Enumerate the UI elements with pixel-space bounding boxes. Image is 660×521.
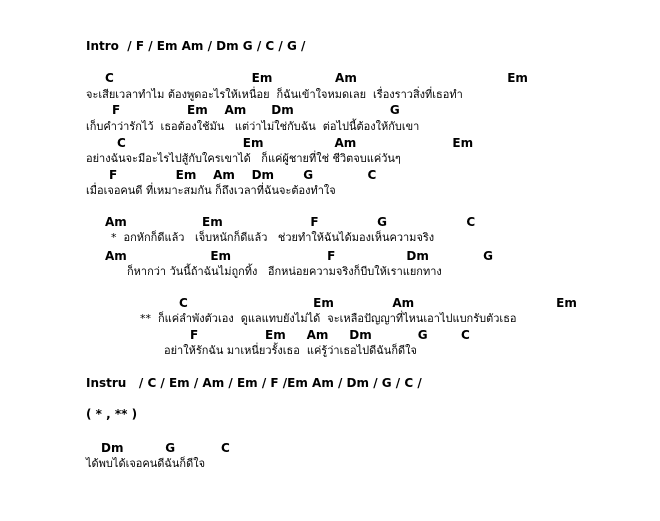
chord-line-3: C Em Am Em — [117, 136, 474, 150]
lyric-line-9: ได้พบได้เจอคนดีฉันก็ดีใจ — [86, 457, 206, 470]
chord-line-2: F Em Am Dm G — [112, 103, 400, 117]
chord-line-9: Dm G C — [101, 441, 230, 455]
lyric-line-3: อย่างฉันจะมีอะไรไปสู้กับใครเขาได้ ก็แค่ผู้ชายที่ใช่ ชีวิตจบแค่วันๆ — [86, 152, 401, 165]
lyric-line-7: ** ก็แค่ลำพังตัวเอง ดูแลแทบยังไม่ได้ จะเหลือปัญญาที่ไหนเอาไปแบกรับตัวเธอ — [140, 312, 517, 325]
lyric-line-4: เมื่อเจอคนดี ที่เหมาะสมกัน ก็ถึงเวลาที่ฉันจะต้องทำใจ — [86, 184, 336, 197]
intro-chords: Intro / F / Em Am / Dm G / C / G / — [86, 39, 306, 53]
chord-line-6: Am Em F Dm G — [105, 249, 493, 263]
repeat-marker: ( * , ** ) — [86, 407, 138, 421]
chord-line-7: C Em Am Em — [179, 296, 577, 310]
lyric-line-2: เก็บคำว่ารักไว้ เธอต้องใช้มัน แต่ว่าไม่ใช่กับฉัน ต่อไปนี้ต้องให้กับเขา — [86, 120, 420, 133]
chord-line-8: F Em Am Dm G C — [190, 328, 470, 342]
lyric-line-8: อย่าให้รักฉัน มาเหนี่ยวรั้งเธอ แค่รู้ว่าเธอไปดีฉันก็ดีใจ — [164, 344, 417, 357]
instru-chords: Instru / C / Em / Am / Em / F /Em Am / Dm / G / C / — [86, 376, 422, 390]
lyric-line-6: ก็หากว่า วันนี้ถ้าฉันไม่ถูกทิ้ง อีกหน่อยความจริงก็บีบให้เราแยกทาง — [127, 265, 442, 278]
chord-line-1: C Em Am Em — [105, 71, 528, 85]
chord-line-5: Am Em F G C — [105, 215, 476, 229]
lyric-line-5: * อกหักก็ดีแล้ว เจ็บหนักก็ดีแล้ว ช่วยทำให้ฉันได้มองเห็นความจริง — [111, 231, 435, 244]
lyric-line-1: จะเสียเวลาทำไม ต้องพูดอะไรให้เหนื่อย ก็ฉันเข้าใจหมดเลย เรื่องราวสิ่งที่เธอทำ — [86, 88, 463, 101]
chord-line-4: F Em Am Dm G C — [109, 168, 377, 182]
